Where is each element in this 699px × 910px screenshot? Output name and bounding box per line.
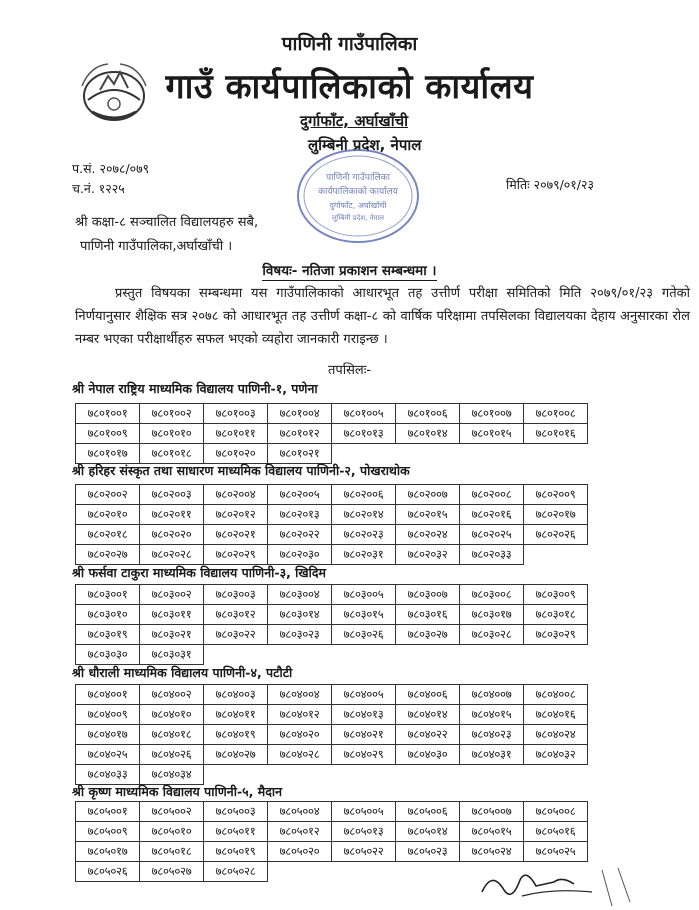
roll-number-cell: ७८०२०२८ bbox=[140, 545, 204, 565]
roll-number-cell: ७८०२०२६ bbox=[524, 525, 588, 545]
roll-number-cell: ७८०१००३ bbox=[204, 404, 268, 424]
roll-number-cell: ७८०३०१२ bbox=[204, 605, 268, 625]
roll-number-cell: ७८०२०१५ bbox=[396, 505, 460, 525]
roll-number-cell: ७८०३००७ bbox=[396, 585, 460, 605]
roll-number-cell: ७८०५००९ bbox=[76, 822, 140, 842]
roll-number-cell: ७८०५००२ bbox=[140, 802, 204, 822]
roll-number-cell: ७८०५०२६ bbox=[76, 862, 140, 882]
roll-number-cell: ७८०५००४ bbox=[268, 802, 332, 822]
roll-number-cell: ७८०३०२२ bbox=[204, 625, 268, 645]
school-name: श्री धौराली माध्यमिक विद्यालय पाणिनी-४, पटौटी bbox=[72, 665, 293, 680]
roll-number-cell: ७८०३०३० bbox=[76, 645, 140, 665]
roll-number-cell: ७८०३०१४ bbox=[268, 605, 332, 625]
roll-number-cell: ७८०४०२५ bbox=[76, 745, 140, 765]
office-title: गाउँ कार्यपालिकाको कार्यालय bbox=[165, 67, 534, 107]
roll-number-cell: ७८०५०१८ bbox=[140, 842, 204, 862]
roll-number-cell: ७८०४००२ bbox=[140, 685, 204, 705]
table-row bbox=[76, 802, 588, 822]
roll-number-cell: ७८०५०१४ bbox=[396, 822, 460, 842]
roll-number-cell: ७८०३०११ bbox=[140, 605, 204, 625]
roll-number-cell: ७८०३०१६ bbox=[396, 605, 460, 625]
roll-number-cell: ७८०३०१५ bbox=[332, 605, 396, 625]
roll-number-cell: ७८०३००९ bbox=[524, 585, 588, 605]
table-row bbox=[76, 822, 588, 842]
roll-number-cell: ७८०४००८ bbox=[524, 685, 588, 705]
roll-number-cell: ७८०४०३४ bbox=[140, 765, 204, 785]
roll-number-cell: ७८०४०२९ bbox=[332, 745, 396, 765]
table-row bbox=[76, 404, 588, 424]
roll-number-cell: ७८०१००४ bbox=[268, 404, 332, 424]
roll-number-cell: ७८०३०१७ bbox=[460, 605, 524, 625]
roll-number-cell: ७८०२०१८ bbox=[76, 525, 140, 545]
roll-number-cell: ७८०१००१ bbox=[76, 404, 140, 424]
roll-number-cell: ७८०२०२९ bbox=[204, 545, 268, 565]
table-row bbox=[76, 605, 588, 625]
roll-number-cell: ७८०२००९ bbox=[524, 485, 588, 505]
roll-number-cell: ७८०५००६ bbox=[396, 802, 460, 822]
table-row bbox=[76, 525, 588, 545]
office-stamp-icon bbox=[292, 140, 424, 250]
roll-number-cell: ७८०४०२८ bbox=[268, 745, 332, 765]
roll-number-cell: ७८०४०१० bbox=[140, 705, 204, 725]
roll-number-cell: ७८०४०३१ bbox=[460, 745, 524, 765]
roll-number-cell: ७८०३००१ bbox=[76, 585, 140, 605]
roll-number-cell: ७८०४०२२ bbox=[396, 725, 460, 745]
roll-number-cell: ७८०२०१७ bbox=[524, 505, 588, 525]
roll-number-cell: ७८०२०२१ bbox=[204, 525, 268, 545]
roll-number-cell: ७८०५०२८ bbox=[204, 862, 268, 882]
roll-number-cell: ७८०२००८ bbox=[460, 485, 524, 505]
roll-number-cell: ७८०१००५ bbox=[332, 404, 396, 424]
school-name: श्री हरिहर संस्कृत तथा साधारण माध्यमिक विद्यालय पाणिनी-२, पोखराथोक bbox=[72, 463, 410, 478]
roll-number-cell: ७८०५०१३ bbox=[332, 822, 396, 842]
roll-number-cell: ७८०१०११ bbox=[204, 424, 268, 444]
roll-number-cell: ७८०२०१३ bbox=[268, 505, 332, 525]
school-name: श्री फर्सवा टाकुरा माध्यमिक विद्यालय पाणिनी-३, खिदिम bbox=[72, 565, 326, 580]
roll-number-cell: ७८०४००७ bbox=[460, 685, 524, 705]
roll-number-cell: ७८०३००४ bbox=[268, 585, 332, 605]
letter-body bbox=[75, 282, 690, 351]
roll-number-cell: ७८०३०२३ bbox=[268, 625, 332, 645]
roll-number-cell: ७८०५००१ bbox=[76, 802, 140, 822]
roll-number-cell: ७८०२०११ bbox=[140, 505, 204, 525]
roll-number-cell: ७८०२०१४ bbox=[332, 505, 396, 525]
roll-number-cell: ७८०५०१५ bbox=[460, 822, 524, 842]
table-row bbox=[76, 685, 588, 705]
roll-number-cell: ७८०१०१७ bbox=[76, 444, 140, 464]
roll-number-cell: ७८०५०२२ bbox=[332, 842, 396, 862]
roll-number-cell: ७८०४००५ bbox=[332, 685, 396, 705]
roll-number-cell: ७८०४०१४ bbox=[396, 705, 460, 725]
table-row bbox=[76, 842, 588, 862]
letter-date: मितिः २०७९/०१/२३ bbox=[506, 177, 594, 192]
roll-number-cell: ७८०४०२० bbox=[268, 725, 332, 745]
table-row bbox=[76, 705, 588, 725]
roll-number-cell: ७८०३०३१ bbox=[140, 645, 204, 665]
roll-number-cell: ७८०५०११ bbox=[204, 822, 268, 842]
roll-number-cell: ७८०२०१२ bbox=[204, 505, 268, 525]
roll-number-cell: ७८०४०२३ bbox=[460, 725, 524, 745]
roll-number-cell: ७८०२००५ bbox=[268, 485, 332, 505]
roll-number-cell: ७८०५०१० bbox=[140, 822, 204, 842]
stamp-line-3: दुर्गाफाँट, अर्घाखाँची bbox=[329, 201, 387, 210]
school-name: श्री कृष्ण माध्यमिक विद्यालय पाणिनी-५, मैदान bbox=[72, 784, 283, 799]
signature-icon bbox=[462, 862, 662, 910]
roll-number-cell: ७८०४००३ bbox=[204, 685, 268, 705]
roll-number-cell: ७८०३०२६ bbox=[332, 625, 396, 645]
roll-number-cell: ७८०२०१० bbox=[76, 505, 140, 525]
roll-number-cell: ७८०१०१० bbox=[140, 424, 204, 444]
roll-number-cell: ७८०२०३२ bbox=[396, 545, 460, 565]
roll-number-cell: ७८०१०१५ bbox=[460, 424, 524, 444]
roll-number-cell: ७८०४००९ bbox=[76, 705, 140, 725]
roll-number-cell: ७८०२०३१ bbox=[332, 545, 396, 565]
roll-number-cell: ७८०४०२१ bbox=[332, 725, 396, 745]
roll-number-cell: ७८०२००४ bbox=[204, 485, 268, 505]
table-row bbox=[76, 505, 588, 525]
roll-number-cell: ७८०४०१७ bbox=[76, 725, 140, 745]
roll-number-cell: ७८०२०१६ bbox=[460, 505, 524, 525]
recipient-line-2: पाणिनी गाउँपालिका,अर्घाखाँची । bbox=[80, 239, 233, 254]
roll-table bbox=[75, 684, 588, 785]
roll-number-cell: ७८०४०३२ bbox=[524, 745, 588, 765]
roll-number-cell: ७८०१०१२ bbox=[268, 424, 332, 444]
recipient-line-1: श्री कक्षा-८ सञ्चालित विद्यालयहरु सबै, bbox=[75, 215, 259, 230]
roll-number-cell: ७८०२००२ bbox=[76, 485, 140, 505]
roll-number-cell: ७८०२००७ bbox=[396, 485, 460, 505]
roll-number-cell: ७८०१०१८ bbox=[140, 444, 204, 464]
roll-number-cell: ७८०४०१५ bbox=[460, 705, 524, 725]
stamp-line-1: पाणिनी गाउँपालिका bbox=[326, 173, 390, 183]
table-row bbox=[76, 585, 588, 605]
roll-number-cell: ७८०२०३३ bbox=[460, 545, 524, 565]
roll-number-cell: ७८०५००७ bbox=[460, 802, 524, 822]
stamp-line-2: कार्यपालिकाको कार्यालय bbox=[318, 187, 398, 197]
roll-number-cell: ७८०३००२ bbox=[140, 585, 204, 605]
roll-number-cell: ७८०२००६ bbox=[332, 485, 396, 505]
roll-number-cell: ७८०३००५ bbox=[332, 585, 396, 605]
roll-number-cell: ७८०४०१६ bbox=[524, 705, 588, 725]
address-line-2: लुम्बिनी प्रदेश, नेपाल bbox=[308, 136, 422, 154]
roll-number-cell: ७८०२०२५ bbox=[460, 525, 524, 545]
address-line-1: दुर्गाफाँट, अर्घाखाँची bbox=[300, 112, 409, 130]
roll-number-cell: ७८०५००३ bbox=[204, 802, 268, 822]
roll-number-cell: ७८०४०१८ bbox=[140, 725, 204, 745]
roll-number-cell: ७८०४०२६ bbox=[140, 745, 204, 765]
roll-number-cell: ७८०२०२३ bbox=[332, 525, 396, 545]
roll-number-cell: ७८०१००९ bbox=[76, 424, 140, 444]
roll-number-cell: ७८०५०२० bbox=[268, 842, 332, 862]
roll-number-cell: ७८०४००१ bbox=[76, 685, 140, 705]
roll-number-cell: ७८०२०२० bbox=[140, 525, 204, 545]
roll-number-cell: ७८०४०२४ bbox=[524, 725, 588, 745]
roll-number-cell: ७८०१००२ bbox=[140, 404, 204, 424]
roll-number-cell: ७८०५००५ bbox=[332, 802, 396, 822]
roll-number-cell: ७८०१०२० bbox=[204, 444, 268, 464]
roll-number-cell: ७८०२०२२ bbox=[268, 525, 332, 545]
roll-number-cell: ७८०३०१० bbox=[76, 605, 140, 625]
roll-table bbox=[75, 484, 588, 565]
roll-number-cell: ७८०५०२५ bbox=[524, 842, 588, 862]
table-row bbox=[76, 545, 588, 565]
subject-line bbox=[0, 261, 699, 279]
roll-number-cell: ७८०३०१९ bbox=[76, 625, 140, 645]
roll-number-cell: ७८०१०१४ bbox=[396, 424, 460, 444]
roll-number-cell: ७८०३०२१ bbox=[140, 625, 204, 645]
table-row bbox=[76, 645, 588, 665]
roll-number-cell: ७८०१०१३ bbox=[332, 424, 396, 444]
roll-number-cell: ७८०४००४ bbox=[268, 685, 332, 705]
roll-number-cell: ७८०२००३ bbox=[140, 485, 204, 505]
roll-number-cell: ७८०१००८ bbox=[524, 404, 588, 424]
roll-number-cell: ७८०३०२८ bbox=[460, 625, 524, 645]
roll-number-cell: ७८०५०२४ bbox=[460, 842, 524, 862]
subject-text: विषयः- नतिजा प्रकाशन सम्बन्धमा । bbox=[262, 263, 437, 279]
roll-number-cell: ७८०५०१२ bbox=[268, 822, 332, 842]
roll-number-cell: ७८०४०३० bbox=[396, 745, 460, 765]
roll-number-cell: ७८०३०२७ bbox=[396, 625, 460, 645]
roll-table bbox=[75, 403, 588, 464]
roll-number-cell: ७८०२०२७ bbox=[76, 545, 140, 565]
appendix-label: तपसिलः- bbox=[327, 363, 372, 378]
roll-number-cell: ७८०५०२३ bbox=[396, 842, 460, 862]
roll-number-cell: ७८०३००८ bbox=[460, 585, 524, 605]
roll-number-cell: ७८०५०१७ bbox=[76, 842, 140, 862]
table-row bbox=[76, 485, 588, 505]
roll-number-cell: ७८०३००३ bbox=[204, 585, 268, 605]
roll-number-cell: ७८०४०१९ bbox=[204, 725, 268, 745]
roll-number-cell: ७८०५०२७ bbox=[140, 862, 204, 882]
roll-number-cell: ७८०५००८ bbox=[524, 802, 588, 822]
roll-number-cell: ७८०४००६ bbox=[396, 685, 460, 705]
roll-number-cell: ७८०१००६ bbox=[396, 404, 460, 424]
stamp-line-4: लुम्बिनी प्रदेश, नेपाल bbox=[331, 214, 385, 222]
table-row bbox=[76, 725, 588, 745]
roll-number-cell: ७८०४०११ bbox=[204, 705, 268, 725]
roll-number-cell: ७८०१००७ bbox=[460, 404, 524, 424]
fiscal-year: प.सं. २०७८/०७९ bbox=[72, 161, 150, 176]
roll-number-cell: ७८०२०३० bbox=[268, 545, 332, 565]
roll-number-cell: ७८०२०२४ bbox=[396, 525, 460, 545]
municipality-name: पाणिनी गाउँपालिका bbox=[281, 33, 418, 55]
roll-table bbox=[75, 584, 588, 665]
table-row bbox=[76, 424, 588, 444]
roll-number-cell: ७८०१०१६ bbox=[524, 424, 588, 444]
roll-number-cell: ७८०४०१३ bbox=[332, 705, 396, 725]
table-row bbox=[76, 444, 588, 464]
table-row bbox=[76, 765, 588, 785]
roll-number-cell: ७८०४०३३ bbox=[76, 765, 140, 785]
roll-number-cell: ७८०४०२७ bbox=[204, 745, 268, 765]
roll-number-cell: ७८०३०२९ bbox=[524, 625, 588, 645]
roll-number-cell: ७८०३०१८ bbox=[524, 605, 588, 625]
school-name: श्री नेपाल राष्ट्रिय माध्यमिक विद्यालय पाणिनी-१, पणेना bbox=[72, 381, 318, 396]
body-paragraph: प्रस्तुत विषयका सम्बन्धमा यस गाउँपालिकाको आधारभूत तह उत्तीर्ण परीक्षा समितिको मिति २०७९/०१/२३ गतेको निर्णयानुसार शैक्षिक सत्र २०७८ को आधारभूत तह उत्तीर्ण कक्षा-८ को वार्षिक परिक्षामा तपसिलका विद्यालयका देहाय अनुसारका रोल नम्बर भएका परीक्षार्थीहरु सफल भएको व्यहोरा जानकारी गराइन्छ । bbox=[75, 286, 690, 347]
roll-number-cell: ७८०१०२१ bbox=[268, 444, 332, 464]
roll-number-cell: ७८०४०१२ bbox=[268, 705, 332, 725]
table-row bbox=[76, 625, 588, 645]
table-row bbox=[76, 745, 588, 765]
roll-number-cell: ७८०५०१६ bbox=[524, 822, 588, 842]
roll-number-cell: ७८०५०१९ bbox=[204, 842, 268, 862]
dispatch-number: च.नं. १२२५ bbox=[72, 181, 125, 196]
